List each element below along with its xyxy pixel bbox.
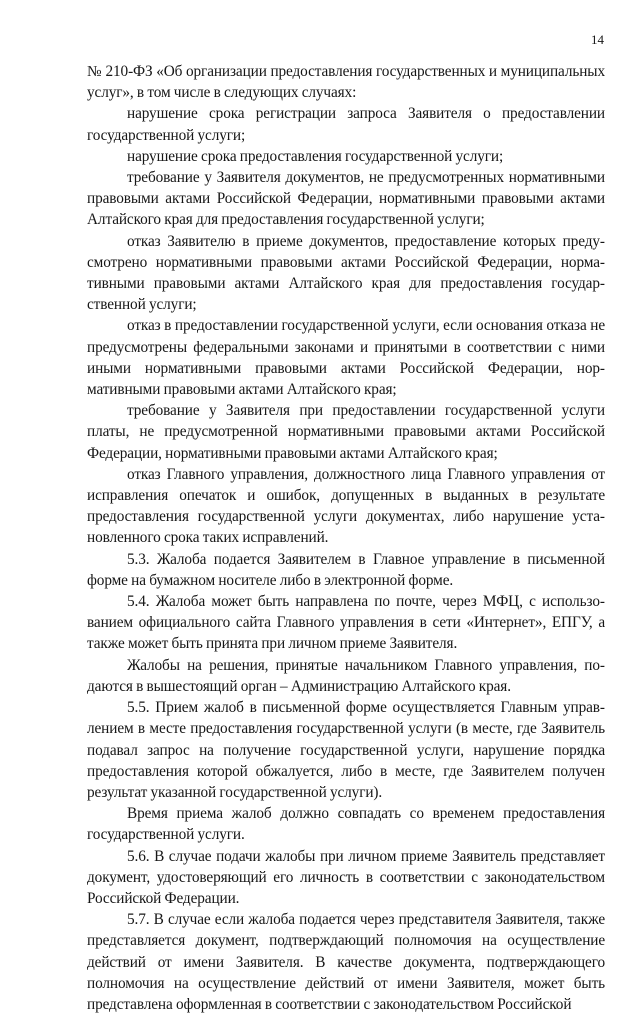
paragraph-grounds-intro: № 210-ФЗ «Об организации предоставления государственных и муниципальных услуг», в том числе в следующих случаях: [87, 63, 605, 102]
paragraph-5-5: 5.5. Прием жалоб в письменной форме осуществляется Главным управлением в месте предоставления государственной услуги (в месте, где Заявитель подавал запрос на получение государственной услуги, нарушение порядка предоставления которой обжалуется, либо в месте, где Заявителем получен результат указанной государственной услуги). [87, 699, 605, 801]
paragraph-5-6: 5.6. В случае подачи жалобы при личном приеме Заявитель представляет документ, удостоверяющий его личность в соответствии с законодательством Российской Федерации. [87, 847, 605, 907]
document-body [87, 61, 605, 1015]
paragraph-registration-violation: нарушение срока регистрации запроса Заявителя о предоставлении государственной услуги; [87, 105, 605, 144]
paragraph-documents-requirement: требование у Заявителя документов, не предусмотренных нормативными правовыми актами Российской Федерации, нормативными правовыми актами Алтайского края для предоставления государственной услуги; [87, 169, 605, 229]
paragraph-reception-time: Время приема жалоб должно совпадать со временем предоставления государственной услуги. [87, 805, 605, 844]
paragraph-correction-refusal: отказ Главного управления, должностного лица Главного управления от исправления опечаток и ошибок, допущенных в выданных в результате предоставления государственной услуги документах, либо нарушение установленного срока таких исправлений. [87, 465, 605, 547]
paragraph-acceptance-refusal: отказ Заявителю в приеме документов, предоставление которых предусмотрено нормативными правовыми актами Российской Федерации, нормативными правовыми актами Алтайского края для предоставления государственной услуги; [87, 232, 605, 314]
paragraph-5-7: 5.7. В случае если жалоба подается через представителя Заявителя, также представляется документ, подтверждающий полномочия на осуществление действий от имени Заявителя. В качестве документа, подтверждающего полномочия на осуществление действий от имени Заявителя, может быть представлена оформленная в соответствии с законодательством Российской [87, 911, 605, 1013]
paragraph-5-3: 5.3. Жалоба подается Заявителем в Главное управление в письменной форме на бумажном носителе либо в электронной форме. [87, 550, 605, 589]
paragraph-service-refusal: отказ в предоставлении государственной услуги, если основания отказа не предусмотрены федеральными законами и принятыми в соответствии с ними иными нормативными правовыми актами Российской Федерации, нормативными правовыми актами Алтайского края; [87, 317, 605, 399]
paragraph-5-4: 5.4. Жалоба может быть направлена по почте, через МФЦ, с использованием официального сайта Главного управления в сети «Интернет», ЕПГУ, а также может быть принята при личном приеме Заявителя. [87, 593, 605, 653]
page-number: 14 [591, 32, 604, 47]
paragraph-fee-requirement: требование у Заявителя при предоставлении государственной услуги платы, не предусмотренной нормативными правовыми актами Российской Федерации, нормативными правовыми актами Алтайского края; [87, 402, 605, 462]
paragraph-term-violation: нарушение срока предоставления государственной услуги; [127, 147, 504, 165]
paragraph-head-decisions: Жалобы на решения, принятые начальником Главного управления, подаются в вышестоящий орган – Администрацию Алтайского края. [87, 656, 605, 695]
